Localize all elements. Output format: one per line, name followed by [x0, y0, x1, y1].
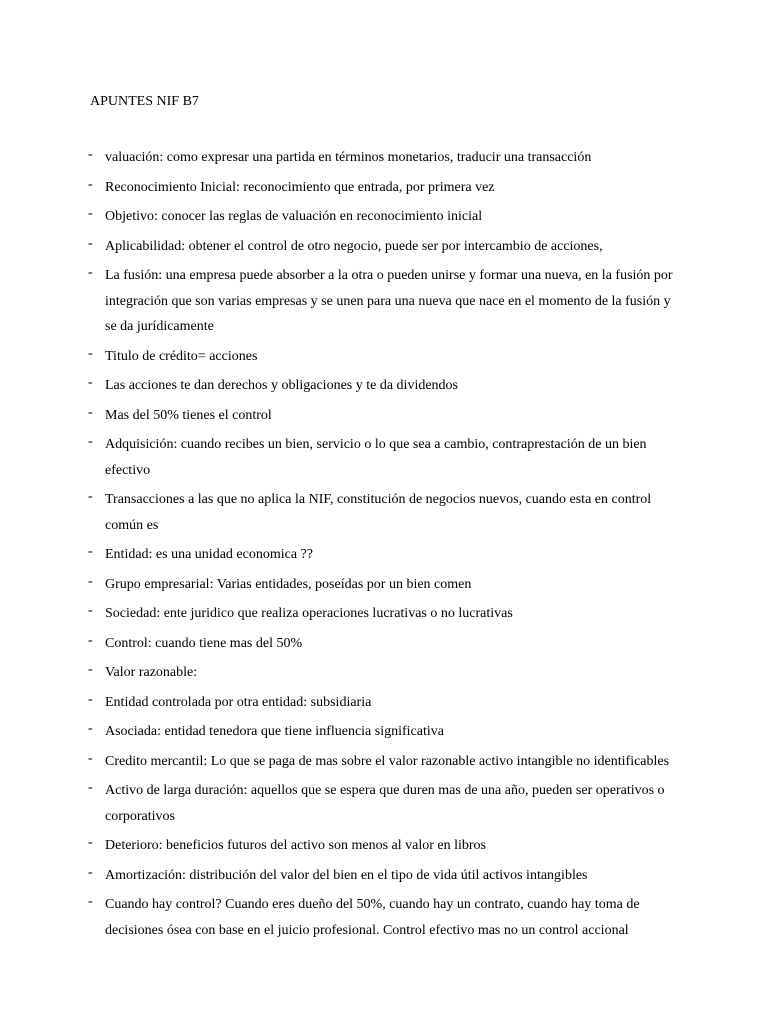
- bullet-dash: -: [88, 691, 93, 707]
- list-item-text: Reconocimiento Inicial: reconocimiento que entrada, por primera vez: [105, 179, 495, 195]
- list-item-text: Mas del 50% tienes el control: [105, 407, 272, 423]
- bullet-dash: -: [88, 265, 93, 280]
- list-item: [0, 572, 673, 598]
- bullet-dash: -: [88, 721, 93, 736]
- list-item: [0, 892, 673, 943]
- list-item-text: Titulo de crédito= acciones: [105, 348, 258, 364]
- list-item: [0, 719, 673, 745]
- bullet-dash: -: [88, 603, 93, 618]
- list-item-text: Grupo empresarial: Varias entidades, poseídas por un bien comen: [105, 576, 472, 592]
- bullet-dash: -: [88, 176, 93, 192]
- list-item: [0, 344, 673, 370]
- bullet-dash: -: [88, 489, 93, 504]
- list-item-text: Objetivo: conocer las reglas de valuación en reconocimiento inicial: [105, 209, 483, 224]
- bullet-dash: -: [88, 780, 93, 795]
- list-item-text: Adquisición: cuando recibes un bien, servicio o lo que sea a cambio, contraprestación de un bien efectivo: [105, 437, 647, 478]
- list-item: [0, 833, 673, 859]
- list-item: [0, 263, 673, 340]
- bullet-dash: -: [88, 662, 93, 677]
- list-item-text: Activo de larga duración: aquellos que se espera que duren mas de una año, pueden ser operativos o corporativos: [105, 783, 665, 824]
- page-title: APUNTES NIF B7: [90, 94, 199, 109]
- list-item: [0, 631, 673, 657]
- bullet-dash: -: [88, 750, 93, 766]
- list-item-text: La fusión: una empresa puede absorber a la otra o pueden unirse y formar una nueva, en la fusión por integración que son varias empresas y se unen para una nueva que nace en el momento de la fusión y se da jurídicamente: [105, 268, 673, 334]
- list-item-text: Amortización: distribución del valor del bien en el tipo de vida útil activos intangibles: [105, 867, 588, 883]
- list-item: [0, 373, 673, 399]
- bullet-dash: -: [88, 375, 93, 390]
- list-item: [0, 542, 673, 568]
- list-item: [0, 690, 673, 716]
- list-item: [0, 145, 673, 171]
- list-item-text: Las acciones te dan derechos y obligaciones y te da dividendos: [105, 378, 458, 393]
- list-item: [0, 601, 673, 627]
- list-item-text: Valor razonable:: [105, 665, 198, 680]
- list-item-text: Cuando hay control? Cuando eres dueño del 50%, cuando hay un contrato, cuando hay toma de decisiones ósea con base en el juicio profesional. Control efectivo mas no un control accional: [105, 897, 640, 938]
- bullet-dash: -: [88, 434, 93, 449]
- list-item-text: Asociada: entidad tenedora que tiene influencia significativa: [105, 724, 444, 739]
- list-item: [0, 660, 673, 686]
- list-item: [0, 778, 673, 829]
- bullet-dash: -: [88, 206, 93, 221]
- list-item-text: Entidad controlada por otra entidad: subsidiaria: [105, 694, 372, 710]
- list-item-text: Transacciones a las que no aplica la NIF, constitución de negocios nuevos, cuando esta en control común es: [105, 492, 652, 533]
- bullet-dash: -: [88, 544, 93, 559]
- list-item: [0, 234, 673, 260]
- bullet-dash: -: [88, 147, 93, 162]
- list-item: [0, 749, 673, 775]
- bullet-dash: -: [88, 894, 93, 909]
- list-item-text: Aplicabilidad: obtener el control de otro negocio, puede ser por intercambio de acciones,: [105, 238, 603, 254]
- list-item-text: Credito mercantil: Lo que se paga de mas sobre el valor razonable activo intangible no identificables: [105, 753, 670, 769]
- bullet-dash: -: [88, 235, 93, 251]
- bullet-dash: -: [88, 345, 93, 361]
- list-item-text: valuación: como expresar una partida en términos monetarios, traducir una transacción: [105, 150, 592, 165]
- list-item: [0, 175, 673, 201]
- list-item: [0, 204, 673, 230]
- list-item: [0, 487, 673, 538]
- list-item: [0, 432, 673, 483]
- bullet-dash: -: [88, 864, 93, 880]
- list-item: [0, 403, 673, 429]
- bullet-dash: -: [88, 404, 93, 420]
- list-item: [0, 863, 673, 889]
- list-item-text: Sociedad: ente juridico que realiza operaciones lucrativas o no lucrativas: [105, 606, 513, 621]
- bullet-dash: -: [88, 835, 93, 850]
- bullet-dash: -: [88, 573, 93, 589]
- bullet-dash: -: [88, 632, 93, 648]
- list-item-text: Deterioro: beneficios futuros del activo son menos al valor en libros: [105, 838, 487, 853]
- list-item-text: Entidad: es una unidad economica ??: [105, 547, 313, 562]
- notes-list: [0, 145, 768, 947]
- list-item-text: Control: cuando tiene mas del 50%: [105, 635, 303, 651]
